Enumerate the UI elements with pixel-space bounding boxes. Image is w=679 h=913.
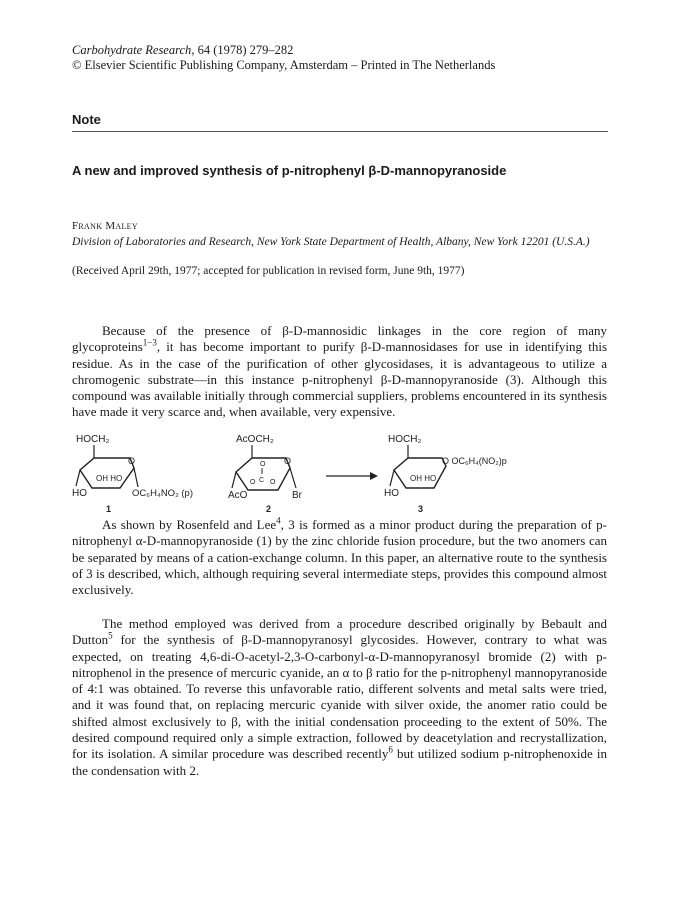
paragraph-2-text-a: As shown by Rosenfeld and Lee — [102, 517, 277, 532]
article-title: A new and improved synthesis of p-nitrophenyl β-D-mannopyranoside — [72, 163, 507, 178]
compound-3-aglycone: O OC₆H₄(NO₂)p — [442, 456, 507, 466]
paragraph-1 — [72, 323, 607, 421]
compound-3-ch2oh: HOCH₂ — [388, 434, 422, 445]
received-dates: (Received April 29th, 1977; accepted for publication in revised form, June 9th, 1977) — [72, 265, 465, 277]
compound-2-carbonyl-o: O — [260, 461, 266, 468]
citation-superscript: 5 — [108, 630, 113, 641]
paragraph-3-text-c: but utilized sodium p-nitrophenoxide in the condensation with 2. — [72, 746, 607, 778]
citation-superscript: 4 — [276, 515, 281, 526]
compound-2-carbonyl-c: C — [259, 477, 265, 484]
compound-3-ho: HO — [384, 488, 399, 499]
paragraph-1-text-b: , it has become important to purify β-D-mannosidases for use in identifying this residue. As in the case of the purification of other glycosidases, it is advantageous to utilize a chromogenic substrate—in this instance p-nitrophenyl β-D-mannopyranoside (3). Although this compound was available initially through commercial suppliers, problems encountered in its synthesis have made it very scarce and, when available, very expensive. — [72, 339, 607, 420]
reaction-scheme — [72, 432, 612, 514]
journal-citation-line — [72, 43, 495, 58]
compound-2-number: 2 — [266, 504, 272, 514]
paragraph-2 — [72, 517, 607, 598]
journal-header — [72, 43, 495, 73]
compound-2-ring-o: O — [284, 456, 292, 466]
compound-1-ring-o: O — [128, 456, 136, 466]
compound-1 — [72, 434, 193, 514]
compound-2-br: Br — [292, 490, 302, 501]
author-name: Frank Maley — [72, 220, 138, 232]
compound-1-number: 1 — [106, 504, 112, 514]
header-divider — [72, 131, 608, 132]
compound-1-ch2oh: HOCH₂ — [76, 434, 110, 445]
reaction-arrow — [326, 472, 378, 480]
compound-1-ring-oh: OH HO — [96, 474, 123, 483]
compound-2-ester-o-left: O — [250, 479, 256, 486]
compound-3 — [384, 434, 507, 514]
publisher-line: © Elsevier Scientific Publishing Company, Amsterdam – Printed in The Netherlands — [72, 58, 496, 72]
paragraph-2-text-b: , 3 is formed as a minor product during the preparation of p-nitrophenyl α-D-mannopyranoside (1) by the zinc chloride fusion procedure, but the two anomers can be separated by means of a cation-exchange column. In this paper, an alternative route to the synthesis of 3 is described, which, although requiring several intermediate steps, provides this compound almost exclusively. — [72, 517, 608, 598]
compound-2 — [228, 434, 303, 514]
citation-superscript: 1−3 — [142, 337, 157, 348]
compound-3-number: 3 — [418, 504, 424, 514]
journal-volume-pages: , 64 (1978) 279–282 — [191, 43, 294, 57]
compound-2-ester-o-right: O — [270, 479, 276, 486]
section-label: Note — [72, 112, 101, 127]
paragraph-3-text-b: for the synthesis of β-D-mannopyranosyl glycosides. However, contrary to what was expected, on treating 4,6-di-O-acetyl-2,3-O-carbonyl-α-D-mannopyranosyl bromide (2) with p-nitrophenol in the presence of mercuric cyanide, an α to β ratio for the p-nitrophenyl mannopyranoside of 4:1 was obtained. To reverse this unfavorable ratio, different solvents and metal salts were tried, and it was found that, on replacing mercuric cyanide with silver oxide, the anomer ratio could be shifted almost exclusively to β, with the initial condensation proceeding to the extent of 50%. The desired compound required only a simple extraction, followed by deacetylation and recrystallization, for its isolation. A similar procedure was described recently — [72, 632, 607, 762]
author-affiliation: Division of Laboratories and Research, New York State Department of Health, Albany, New York 12201 (U.S.A.) — [72, 236, 590, 248]
paragraph-3 — [72, 616, 607, 779]
compound-1-ho: HO — [72, 488, 87, 499]
compound-3-ring-oh: OH HO — [410, 474, 437, 483]
compound-2-aco: AcO — [228, 490, 248, 501]
journal-name: Carbohydrate Research — [72, 43, 192, 57]
citation-superscript: 6 — [388, 745, 393, 756]
paragraph-3-text-a: The method employed was derived from a procedure described originally by Bebault and Dutton — [72, 616, 607, 648]
compound-1-aglycone: OC₆H₄NO₂ (p) — [132, 488, 194, 499]
paragraph-1-text-a: Because of the presence of β-D-mannosidic linkages in the core region of many glycoproteins — [72, 323, 607, 355]
compound-2-acoch2: AcOCH₂ — [236, 434, 274, 445]
